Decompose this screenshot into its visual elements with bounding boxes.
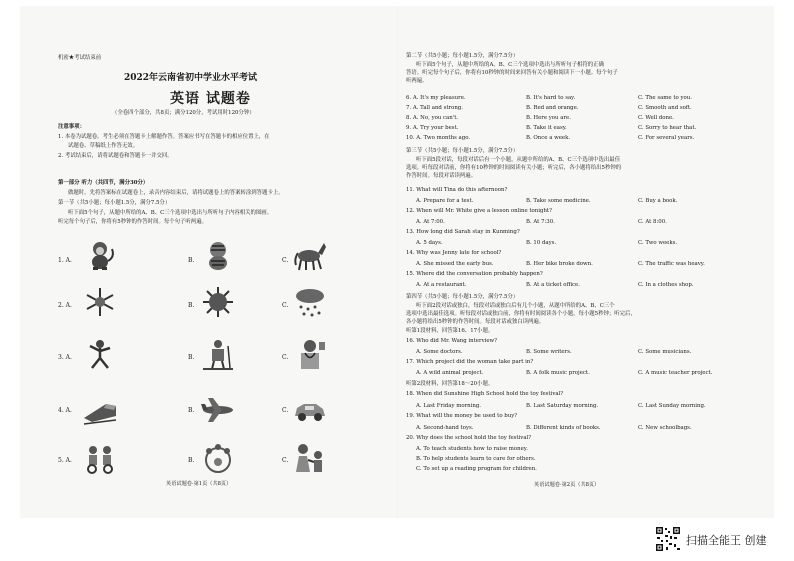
part-1-desc: 做题时，先将答案标在试题卷上，录音内容结束后，请将试题卷上的答案转涂到答题卡上。: [68, 190, 284, 196]
q12-option-a: A. At 7:00.: [416, 219, 445, 225]
exam-info: （全卷四个部分，共8页；满分120分，考试用时120分钟）: [112, 110, 255, 116]
q4-b-label: B.: [188, 407, 195, 414]
q18-option-b: B. Last Saturday morning.: [526, 403, 599, 409]
section-4-desc-3: 各小题将给出5秒钟的作答时间。每段对话或独白读两遍。: [406, 319, 545, 325]
q4-c-label: C.: [282, 407, 289, 414]
section-3-heading: 第三节（共5小题；每小题1.5分，满分7.5分）: [406, 148, 519, 154]
q17-option-a: A. A wild animal project.: [416, 370, 484, 376]
section-3-desc-3: 作答时间。每段对话读两遍。: [406, 173, 477, 179]
car-image: [292, 394, 328, 426]
q20-option-c: C. To set up a reading program for children.: [416, 466, 537, 472]
q15-question: 15. Where did the conversation probably happen?: [406, 271, 543, 277]
q19-option-c: C. New schoolbags.: [638, 425, 692, 431]
exam-title: 2022年云南省初中学业水平考试: [124, 73, 258, 83]
q14-option-a: A. She missed the early bus.: [416, 261, 494, 267]
page-2: [398, 6, 774, 518]
section-4-heading: 第四节（共5小题；每小题1.5分，满分7.5分）: [406, 294, 519, 300]
q3-a-label: 3. A.: [58, 354, 72, 361]
q8-option-b: B. Here you are.: [526, 115, 571, 121]
q9-option-c: C. Sorry to hear that.: [638, 125, 697, 131]
scanner-watermark: 扫描全能王 创建: [686, 534, 767, 547]
scanned-sheet: [20, 6, 774, 518]
section-1-desc-2: 听完每个句子后，你将有5秒钟的作答时间。每个句子听两遍。: [58, 219, 207, 225]
airplane-image: [200, 394, 236, 426]
q1-b-label: B.: [188, 257, 195, 264]
q6-option-b: B. It's hard to say.: [526, 95, 576, 101]
q16-question: 16. Who did Mr. Wang interview?: [406, 338, 498, 344]
q5-b-label: B.: [188, 457, 195, 464]
q7-option-a: 7. A. Tall and strong.: [406, 105, 463, 111]
children-group-image: [200, 442, 236, 474]
mother-child-image: [292, 442, 328, 474]
page-1: [20, 6, 396, 518]
q2-a-label: 2. A.: [58, 302, 72, 309]
q5-a-label: 5. A.: [58, 457, 72, 464]
q20-question: 20. Why does the school hold the toy festival?: [406, 435, 532, 441]
section-2-desc-3: 听两遍。: [406, 78, 428, 84]
q19-question: 19. What will the money be used to buy?: [406, 413, 518, 419]
section-1-heading: 第一节（共5小题；每小题1.5分，满分7.5分）: [58, 200, 171, 206]
q18-option-c: C. Last Sunday morning.: [638, 403, 706, 409]
note-1b: 试题卷、草稿纸上作答无效。: [68, 143, 139, 149]
horse-image: [292, 239, 328, 271]
q10-option-a: 10. A. Two months ago.: [406, 135, 471, 141]
q10-option-c: C. For several years.: [638, 135, 695, 141]
q2-b-label: B.: [188, 302, 195, 309]
q10-option-b: B. Once a week.: [526, 135, 571, 141]
q12-option-b: B. At 7:30.: [526, 219, 555, 225]
q19-option-a: A. Second-hand toys.: [416, 425, 474, 431]
notes-title: 注意事项：: [58, 124, 85, 130]
q7-option-c: C. Smooth and soft.: [638, 105, 692, 111]
page-2-footer: 英语试题卷·第2页（共8页）: [534, 482, 600, 488]
note-1a: 1. 本卷为试题卷。考生必须在答题卡上解题作答。答案应书写在答题卡的相应位置上，在: [58, 134, 270, 140]
monkey-image: [82, 239, 118, 271]
q13-option-a: A. 5 days.: [416, 240, 443, 246]
train-image: [82, 394, 118, 426]
section-3-desc-2: 选项。听每段对话前，你将有10秒钟的时间阅读有关小题；听完后，各小题将给出5秒钟的: [406, 165, 622, 171]
q14-question: 14. Why was Jenny late for school?: [406, 250, 502, 256]
q8-option-c: C. Well done.: [638, 115, 674, 121]
part-1-heading: 第一部分 听力（共四节，满分30分）: [58, 180, 149, 186]
q15-option-a: A. At a restaurant.: [416, 282, 467, 288]
q16-option-a: A. Some doctors.: [416, 349, 463, 355]
section-1-desc-1: 听下面5个句子，从题中所给的A、B、C三个选项中选出与所听句子内容相关的图画。: [68, 210, 273, 216]
snowflake-image: [82, 286, 118, 318]
q3-c-label: C.: [282, 354, 289, 361]
tiger-image: [200, 239, 236, 271]
q11-option-a: A. Prepare for a test.: [416, 198, 474, 204]
section-2-desc-2: 答语。听完每个句子后，你将有10秒钟的时间来回答有关小题和阅读下一小题。每个句子: [406, 70, 618, 76]
q12-option-c: C. At 8:00.: [638, 219, 667, 225]
sun-image: [200, 286, 236, 318]
page-1-footer: 英语试题卷·第1页（共8页）: [166, 481, 232, 487]
q16-option-b: B. Some writers.: [526, 349, 572, 355]
q8-option-a: 8. A. No, you can't.: [406, 115, 459, 121]
section-4-desc-2: 选项中选出最佳选项。听每段对话或独白前，你将有时间阅读各个小题，每小题5秒钟；听完后，: [406, 311, 636, 317]
section-2-desc-1: 听下面5个句子，从题中所给的A、B、C三个选项中选出与所听句子相符的正确: [416, 62, 604, 68]
q11-option-b: B. Take some medicine.: [526, 198, 591, 204]
q4-a-label: 4. A.: [58, 407, 72, 414]
q12-question: 12. When will Mr. White give a lesson online tonight?: [406, 208, 552, 214]
q6-option-a: 6. A. It's my pleasure.: [406, 95, 466, 101]
dancer-image: [82, 338, 118, 370]
q5-c-label: C.: [282, 457, 289, 464]
rain-cloud-image: [292, 286, 328, 318]
q14-option-b: B. Her bike broke down.: [526, 261, 593, 267]
note-2: 2. 考试结束后，请将试题卷和答题卡一并交回。: [58, 153, 173, 159]
q11-question: 11. What will Tina do this afternoon?: [406, 187, 508, 193]
q19-option-b: B. Different kinds of books.: [526, 425, 601, 431]
q16-option-c: C. Some musicians.: [638, 349, 692, 355]
subject-title: 英语 试题卷: [170, 91, 251, 107]
qr-code-icon: [655, 526, 681, 552]
kids-play-image: [82, 442, 118, 474]
q17-option-b: B. A folk music project.: [526, 370, 590, 376]
q11-option-c: C. Buy a book.: [638, 198, 678, 204]
doctor-image: [292, 338, 328, 370]
q2-c-label: C.: [282, 302, 289, 309]
q13-question: 13. How long did Sarah stay in Kunming?: [406, 229, 520, 235]
text-1-instruction: 听第1段材料，回答第16、17小题。: [406, 328, 494, 334]
q20-option-b: B. To help students learn to care for others.: [416, 456, 536, 462]
confidential-label: 机密★考试结束前: [58, 55, 102, 61]
q1-a-label: 1. A.: [58, 257, 72, 264]
section-3-desc-1: 听下面5段对话，每段对话后有一个小题，从题中所给的A、B、C三个选项中选出最佳: [416, 157, 621, 163]
q9-option-b: B. Take it easy.: [526, 125, 567, 131]
q13-option-c: C. Two weeks.: [638, 240, 678, 246]
q3-b-label: B.: [188, 354, 195, 361]
q1-c-label: C.: [282, 257, 289, 264]
q17-question: 17. Which project did the woman take part in?: [406, 359, 534, 365]
q15-option-b: B. At a ticket office.: [526, 282, 580, 288]
q17-option-c: C. A music teacher project.: [638, 370, 713, 376]
q6-option-c: C. The same to you.: [638, 95, 692, 101]
q9-option-a: 9. A. Try your best.: [406, 125, 459, 131]
text-2-instruction: 听第2段材料，回答第18～20小题。: [406, 381, 494, 387]
section-2-heading: 第二节（共5小题；每小题1.5分，满分7.5分）: [406, 53, 519, 59]
q13-option-b: B. 10 days.: [526, 240, 557, 246]
section-4-desc-1: 听下面2段对话或独白，每段对话或独白后有几个小题，从题中所给的A、B、C三个: [416, 303, 615, 309]
farmer-image: [200, 338, 236, 370]
q18-option-a: A. Last Friday morning.: [416, 403, 481, 409]
q15-option-c: C. In a clothes shop.: [638, 282, 694, 288]
q14-option-c: C. The traffic was heavy.: [638, 261, 705, 267]
q7-option-b: B. Red and orange.: [526, 105, 579, 111]
q20-option-a: A. To teach students how to raise money.: [416, 446, 528, 452]
q18-question: 18. When did Sunshine High School hold the toy festival?: [406, 391, 564, 397]
